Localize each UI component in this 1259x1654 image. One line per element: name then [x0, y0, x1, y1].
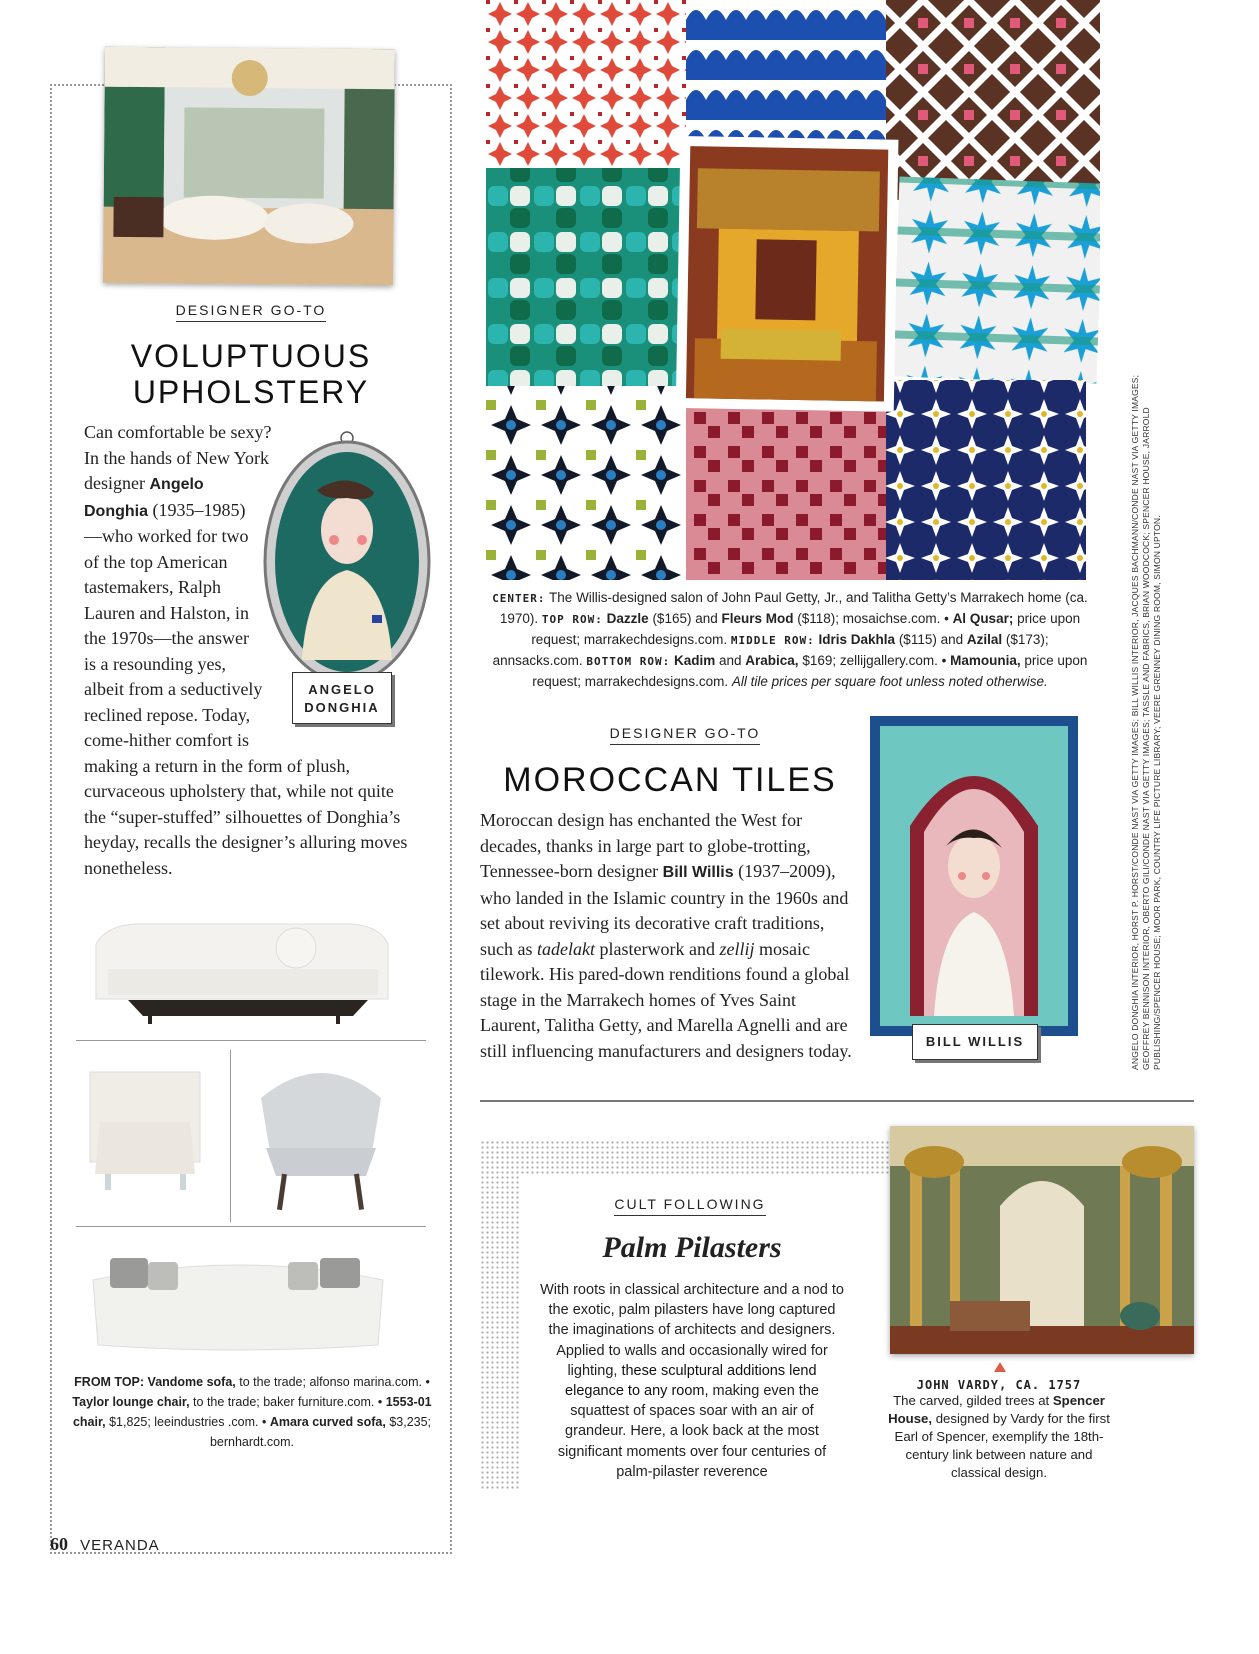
tile-collage: [486, 0, 1100, 580]
donghia-headline: VOLUPTUOUS UPHOLSTERY: [130, 338, 372, 410]
vandome-sofa-image: [88, 914, 398, 1024]
furniture-caption: FROM TOP: Vandome sofa, to the trade; alfonso marina.com. • Taylor lounge chair, to the trade; baker furniture.com. • 1553-01 chair, $1,825; leeindustries .com. • Amara curved sofa, $3,235; bernhardt.com.: [72, 1375, 432, 1449]
spencer-house-photo: [890, 1126, 1194, 1354]
donghia-portrait-label: ANGELO DONGHIA: [292, 672, 392, 724]
donghia-kicker: DESIGNER GO-TO: [50, 302, 452, 318]
donghia-body: Can comfortable be sexy? In the hands of New York designer Angelo Donghia (1935–1985)—who worked for two of the top American tastemakers, Ralph Lauren and Halston, in the 1970s—the answer is a resounding yes, albeit from a seductively reclined repose. Today, come-hither comfort is making a return in the form of plush, curvaceous upholstery that, while not quite the “super-stuffed” silhouettes of Donghia’s heyday, recalls the designer’s alluring moves nonetheless.: [84, 422, 408, 878]
amara-curved-sofa-image: [88, 1240, 388, 1356]
section-rule: [480, 1100, 1194, 1102]
donghia-interior-photo: [103, 47, 395, 286]
palm-kicker: CULT FOLLOWING: [560, 1196, 820, 1212]
page-footer: [50, 1534, 160, 1555]
spencer-photo-caption: The carved, gilded trees at Spencer House, designed by Vardy for the first Earl of Spencer, exemplify the 18th-century link between nature and classical design.: [888, 1393, 1110, 1480]
willis-portrait-label: BILL WILLIS: [912, 1024, 1038, 1060]
up-triangle-icon: [994, 1362, 1006, 1372]
palm-headline: Palm Pilasters: [602, 1231, 782, 1264]
spencer-photo-title: JOHN VARDY, CA. 1757: [916, 1378, 1082, 1392]
furniture-divider-h1: [76, 1040, 426, 1041]
photo-credits: ANGELO DONGHIA INTERIOR, HORST P. HORST/CONDE NAST VIA GETTY IMAGES; BILL WILLIS INTERIOR, JACQUES BACHMANN/CONDE NAST VIA GETTY IMAGES; GEOFFREY BENNISON INTERIOR, OBERTO GILI/CONDE NAST VIA GETTY IMAGES; TASSLE AND FABRICS, BRIAN WOODCOCK; SPENCER HOUSE, JARROLD PUBLISHING/SPENCER HOUSE; MOOR PARK, COUNTRY LIFE PICTURE LIBRARY; VEERE GRENNEY DINING ROOM, SIMON UPTON.: [1130, 374, 1162, 1070]
taylor-lounge-chair-image: [80, 1062, 210, 1202]
furniture-divider-v: [230, 1050, 231, 1222]
page-number: 60: [50, 1534, 68, 1554]
moroccan-headline: MOROCCAN TILES: [503, 761, 837, 799]
tiles-caption: CENTER: The Willis-designed salon of John Paul Getty, Jr., and Talitha Getty’s Marrakech home (ca. 1970). TOP ROW: Dazzle ($165) and Fleurs Mod ($118); mosaichse.com. • Al Qusar; price upon request; marrakechdesigns.com. MIDDLE ROW: Idris Dakhla ($115) and Azilal ($173); annsacks.com. BOTTOM ROW: Kadim and Arabica, $169; zellijgallery.com. • Mamounia, price upon request; marrakechdesigns.com. All tile prices per square foot unless noted otherwise.: [492, 590, 1088, 689]
magazine-name: VERANDA: [80, 1537, 160, 1554]
moroccan-kicker: DESIGNER GO-TO: [560, 725, 810, 741]
palm-dotted-band-top: [480, 1140, 892, 1174]
moroccan-body: Moroccan design has enchanted the West for decades, thanks in large part to globe-trotting, Tennessee-born designer Bill Willis (1937–2009), who landed in the Islamic country in the 1960s and set about reviving its decorative craft traditions, such as tadelakt plasterwork and zellij mosaic tilework. His pared-down renditions found a global stage in the Marrakech homes of Yves Saint Laurent, Talitha Getty, and Marella Agnelli and are still influencing manufacturers and designers today.: [480, 810, 852, 1061]
furniture-divider-h2: [76, 1226, 426, 1227]
lee-1553-chair-image: [246, 1058, 396, 1214]
palm-body: With roots in classical architecture and a nod to the exotic, palm pilasters have long captured the imaginations of architects and designers. Applied to walls and occasionally wired for lighting, these sculptural additions lend elegance to any room, making even the squattest of spaces soar with an air of grandeur. Here, a look back at the most significant moments over four centuries of palm-pilaster reverence: [540, 1282, 844, 1480]
willis-portrait: [870, 716, 1078, 1036]
palm-dotted-band-left: [480, 1140, 520, 1490]
